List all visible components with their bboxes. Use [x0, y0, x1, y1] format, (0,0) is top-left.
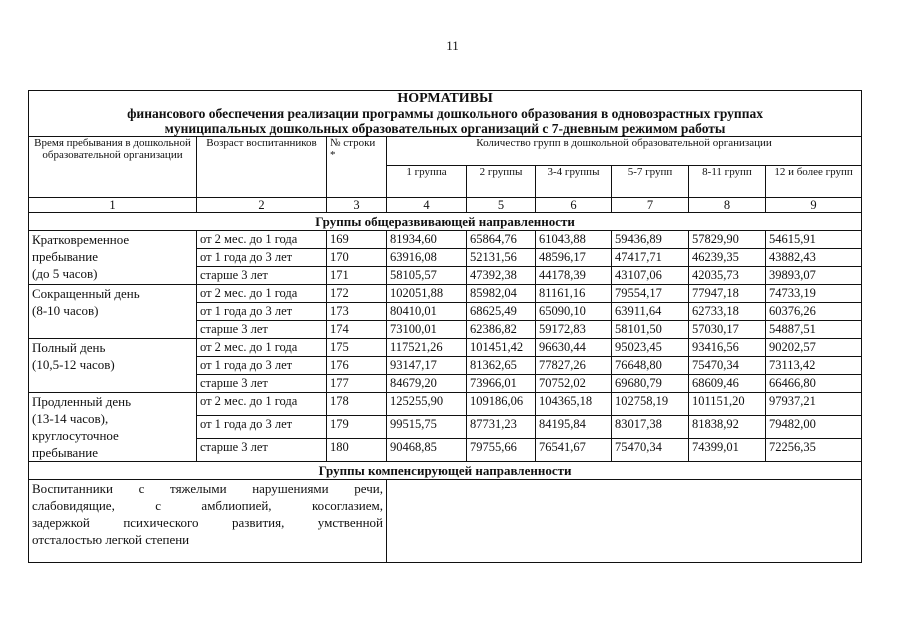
- header-group-2: 2 группы: [467, 166, 536, 198]
- table-body: [29, 91, 862, 563]
- value-cell: 44178,39: [536, 267, 612, 285]
- age-cell: от 1 года до 3 лет: [197, 416, 327, 439]
- header-group-5: 8-11 групп: [689, 166, 766, 198]
- age-cell: от 1 года до 3 лет: [197, 303, 327, 321]
- value-cell: 47417,71: [612, 249, 689, 267]
- stay-category-cell: [29, 285, 197, 339]
- title-row: [29, 91, 862, 137]
- stay-category-line: Продленный день: [32, 394, 132, 409]
- value-cell: 70752,02: [536, 375, 612, 393]
- value-cell: 75470,34: [612, 439, 689, 462]
- value-cell: 93147,17: [387, 357, 467, 375]
- compensating-line: Воспитанники с тяжелыми нарушениями речи,: [32, 481, 383, 496]
- compensating-line: отсталостью легкой степени: [32, 532, 190, 547]
- age-cell: старше 3 лет: [197, 439, 327, 462]
- value-cell: 83017,38: [612, 416, 689, 439]
- column-number: 2: [197, 198, 327, 213]
- value-cell: 59172,83: [536, 321, 612, 339]
- value-cell: 101151,20: [689, 393, 766, 416]
- row-number-cell: 179: [327, 416, 387, 439]
- stay-category-line: Сокращенный день: [32, 286, 140, 301]
- row-number-cell: 174: [327, 321, 387, 339]
- compensating-line: задержкой психического развития, умственной: [32, 515, 383, 530]
- age-cell: старше 3 лет: [197, 267, 327, 285]
- age-cell: от 2 мес. до 1 года: [197, 393, 327, 416]
- stay-category-line: пребывание: [32, 445, 98, 460]
- column-number: 1: [29, 198, 197, 213]
- age-cell: старше 3 лет: [197, 375, 327, 393]
- value-cell: 60376,26: [766, 303, 862, 321]
- age-cell: от 2 мес. до 1 года: [197, 339, 327, 357]
- value-cell: 73113,42: [766, 357, 862, 375]
- stay-category-line: круглосуточное: [32, 428, 119, 443]
- column-number-row: [29, 198, 862, 213]
- row-number-cell: 172: [327, 285, 387, 303]
- value-cell: 81838,92: [689, 416, 766, 439]
- row-number-cell: 171: [327, 267, 387, 285]
- section-row-general: [29, 213, 862, 231]
- table-row: [29, 285, 862, 303]
- header-stay-time: Время пребывания в дошкольной образовательной организации: [29, 137, 197, 198]
- header-group-6: 12 и более групп: [766, 166, 862, 198]
- age-cell: от 2 мес. до 1 года: [197, 285, 327, 303]
- table-row: [29, 231, 862, 249]
- stay-category-line: (13-14 часов),: [32, 411, 109, 426]
- value-cell: 84679,20: [387, 375, 467, 393]
- value-cell: 57829,90: [689, 231, 766, 249]
- value-cell: 84195,84: [536, 416, 612, 439]
- value-cell: 62733,18: [689, 303, 766, 321]
- column-number: 9: [766, 198, 862, 213]
- value-cell: 68625,49: [467, 303, 536, 321]
- value-cell: 76648,80: [612, 357, 689, 375]
- value-cell: 58105,57: [387, 267, 467, 285]
- value-cell: 79482,00: [766, 416, 862, 439]
- value-cell: 65090,10: [536, 303, 612, 321]
- stay-category-line: (10,5-12 часов): [32, 357, 115, 372]
- value-cell: 117521,26: [387, 339, 467, 357]
- page-number: 11: [446, 38, 459, 53]
- compensating-values-empty: [387, 480, 862, 563]
- value-cell: 63911,64: [612, 303, 689, 321]
- value-cell: 81161,16: [536, 285, 612, 303]
- stay-category-cell: [29, 393, 197, 462]
- section-row-compensating: [29, 462, 862, 480]
- table-row: [29, 393, 862, 416]
- row-number-cell: 177: [327, 375, 387, 393]
- document-title: НОРМАТИВЫ: [397, 91, 493, 106]
- stay-category-line: (до 5 часов): [32, 266, 98, 281]
- value-cell: 47392,38: [467, 267, 536, 285]
- value-cell: 87731,23: [467, 416, 536, 439]
- value-cell: 93416,56: [689, 339, 766, 357]
- value-cell: 39893,07: [766, 267, 862, 285]
- row-number-cell: 175: [327, 339, 387, 357]
- value-cell: 73966,01: [467, 375, 536, 393]
- value-cell: 79755,66: [467, 439, 536, 462]
- value-cell: 75470,34: [689, 357, 766, 375]
- value-cell: 102758,19: [612, 393, 689, 416]
- age-cell: старше 3 лет: [197, 321, 327, 339]
- row-number-cell: 169: [327, 231, 387, 249]
- header-group-1: 1 группа: [387, 166, 467, 198]
- value-cell: 59436,89: [612, 231, 689, 249]
- value-cell: 99515,75: [387, 416, 467, 439]
- value-cell: 42035,73: [689, 267, 766, 285]
- stay-category-cell: [29, 339, 197, 393]
- value-cell: 58101,50: [612, 321, 689, 339]
- normatives-document: [28, 90, 861, 563]
- value-cell: 125255,90: [387, 393, 467, 416]
- column-number: 5: [467, 198, 536, 213]
- value-cell: 90468,85: [387, 439, 467, 462]
- value-cell: 48596,17: [536, 249, 612, 267]
- header-row-number: № строки *: [327, 137, 387, 198]
- value-cell: 43882,43: [766, 249, 862, 267]
- value-cell: 65864,76: [467, 231, 536, 249]
- value-cell: 109186,06: [467, 393, 536, 416]
- row-number-cell: 176: [327, 357, 387, 375]
- value-cell: 61043,88: [536, 231, 612, 249]
- value-cell: 104365,18: [536, 393, 612, 416]
- stay-category-line: пребывание: [32, 249, 98, 264]
- value-cell: 54887,51: [766, 321, 862, 339]
- value-cell: 102051,88: [387, 285, 467, 303]
- header-group-4: 5-7 групп: [612, 166, 689, 198]
- value-cell: 79554,17: [612, 285, 689, 303]
- value-cell: 96630,44: [536, 339, 612, 357]
- stay-category-cell: [29, 231, 197, 285]
- value-cell: 72256,35: [766, 439, 862, 462]
- section-title-general: Группы общеразвивающей направленности: [29, 213, 862, 231]
- value-cell: 95023,45: [612, 339, 689, 357]
- value-cell: 66466,80: [766, 375, 862, 393]
- section-title-compensating: Группы компенсирующей направленности: [29, 462, 862, 480]
- value-cell: 46239,35: [689, 249, 766, 267]
- value-cell: 57030,17: [689, 321, 766, 339]
- value-cell: 77947,18: [689, 285, 766, 303]
- value-cell: 73100,01: [387, 321, 467, 339]
- document-subtitle-line-1: финансового обеспечения реализации программы дошкольного образования в одновозрастных группах: [127, 106, 763, 121]
- compensating-line: слабовидящие, с амблиопией, косоглазием,: [32, 498, 383, 513]
- stay-category-line: Полный день: [32, 340, 106, 355]
- value-cell: 85982,04: [467, 285, 536, 303]
- column-number: 7: [612, 198, 689, 213]
- value-cell: 90202,57: [766, 339, 862, 357]
- header-group-3: 3-4 группы: [536, 166, 612, 198]
- header-groups-caption: Количество групп в дошкольной образовательной организации: [387, 137, 862, 166]
- value-cell: 76541,67: [536, 439, 612, 462]
- row-number-cell: 170: [327, 249, 387, 267]
- row-number-cell: 180: [327, 439, 387, 462]
- row-number-cell: 178: [327, 393, 387, 416]
- value-cell: 74733,19: [766, 285, 862, 303]
- column-number: 4: [387, 198, 467, 213]
- value-cell: 69680,79: [612, 375, 689, 393]
- compensating-row: [29, 480, 862, 563]
- header-age: Возраст воспитанников: [197, 137, 327, 198]
- value-cell: 77827,26: [536, 357, 612, 375]
- compensating-description: [29, 480, 387, 563]
- value-cell: 68609,46: [689, 375, 766, 393]
- value-cell: 101451,42: [467, 339, 536, 357]
- document-subtitle-line-2: муниципальных дошкольных образовательных организаций с 7-дневным режимом работы: [164, 121, 726, 136]
- value-cell: 80410,01: [387, 303, 467, 321]
- value-cell: 81934,60: [387, 231, 467, 249]
- value-cell: 97937,21: [766, 393, 862, 416]
- age-cell: от 1 года до 3 лет: [197, 357, 327, 375]
- column-number: 3: [327, 198, 387, 213]
- header-row-1: [29, 137, 862, 166]
- age-cell: от 2 мес. до 1 года: [197, 231, 327, 249]
- value-cell: 63916,08: [387, 249, 467, 267]
- stay-category-line: Кратковременное: [32, 232, 130, 247]
- row-number-cell: 173: [327, 303, 387, 321]
- normatives-table: [28, 90, 862, 563]
- value-cell: 74399,01: [689, 439, 766, 462]
- value-cell: 81362,65: [467, 357, 536, 375]
- value-cell: 54615,91: [766, 231, 862, 249]
- age-cell: от 1 года до 3 лет: [197, 249, 327, 267]
- stay-category-line: (8-10 часов): [32, 303, 99, 318]
- column-number: 6: [536, 198, 612, 213]
- value-cell: 43107,06: [612, 267, 689, 285]
- value-cell: 52131,56: [467, 249, 536, 267]
- value-cell: 62386,82: [467, 321, 536, 339]
- title-cell: [29, 91, 862, 137]
- table-row: [29, 339, 862, 357]
- column-number: 8: [689, 198, 766, 213]
